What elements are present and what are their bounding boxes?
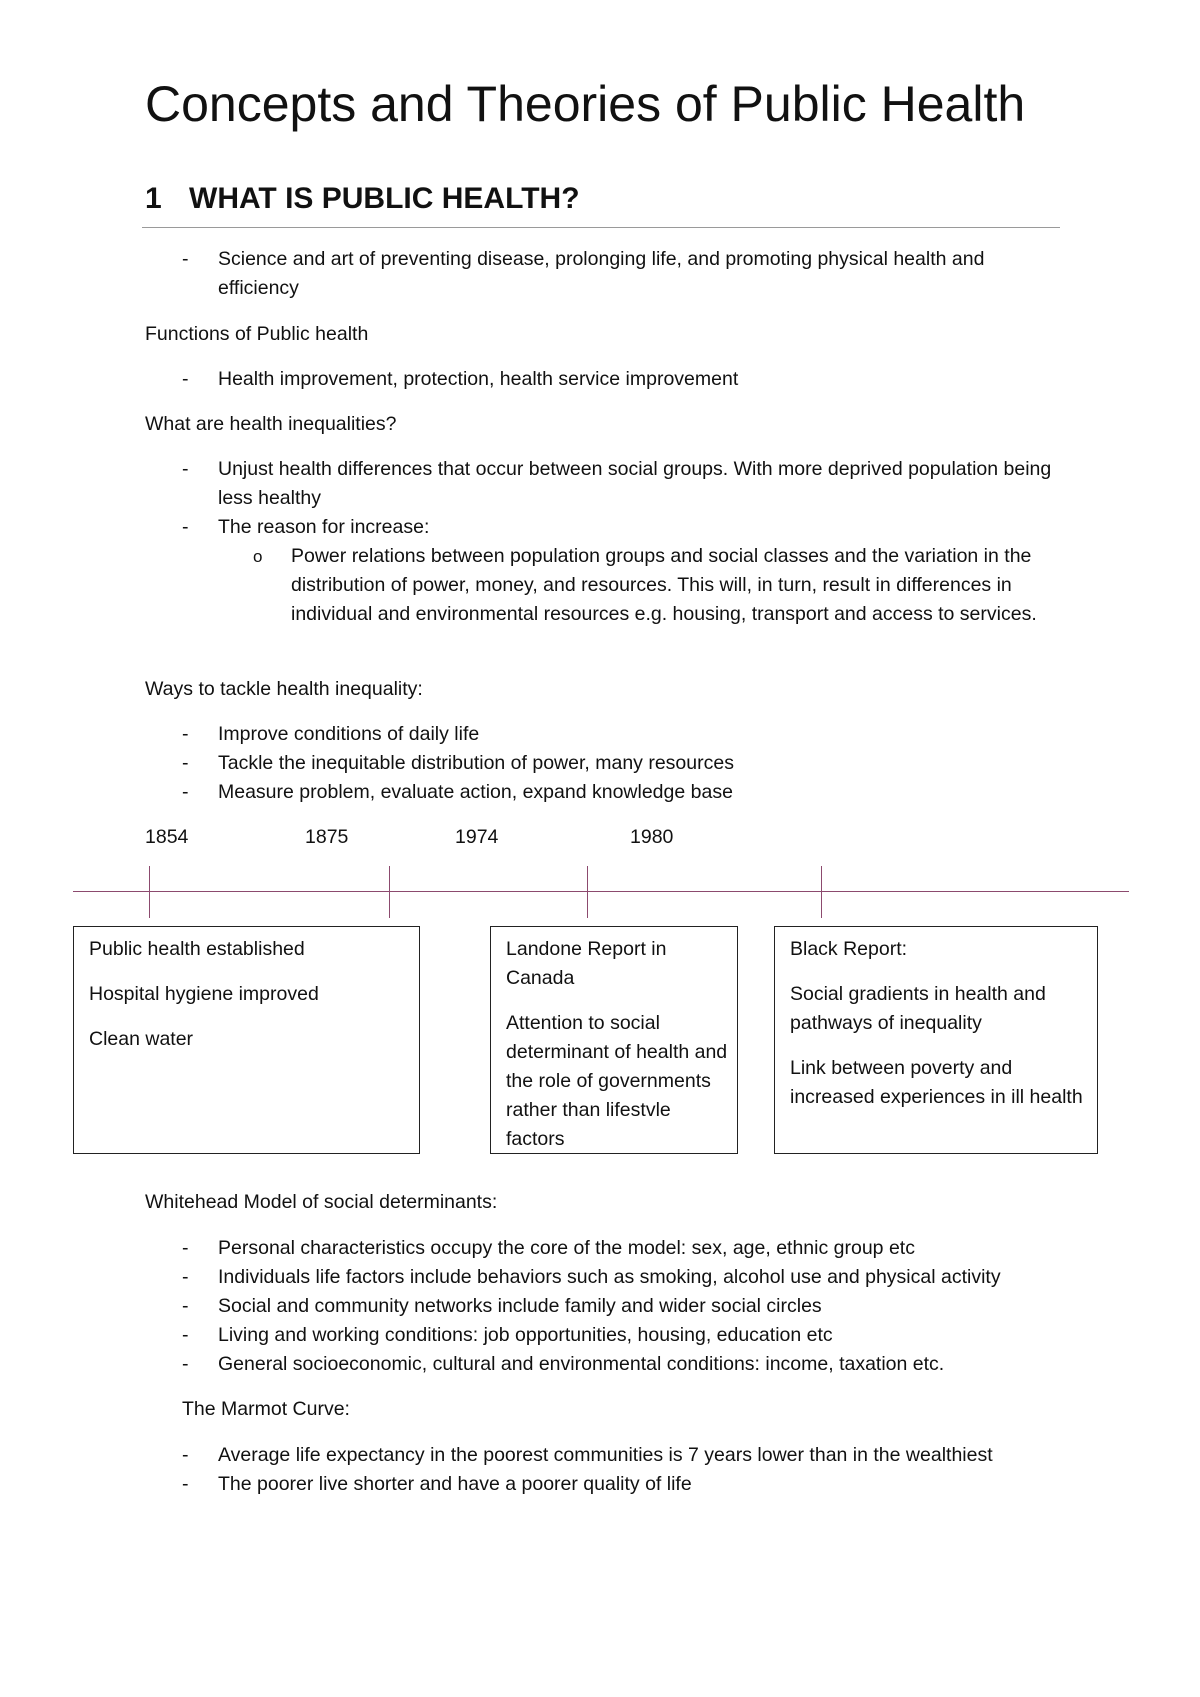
timeline-box-1854 — [73, 926, 420, 1154]
list-item: - Social and community networks include family and wider social circles — [182, 1295, 822, 1317]
tackle-heading: Ways to tackle health inequality: — [145, 678, 423, 700]
timeline-box-text: Attention to social determinant of health and the role of governments rather than lifestvle factors — [506, 1012, 728, 1150]
timeline-year: 1974 — [455, 826, 499, 848]
tackle-bullet-text: Measure problem, evaluate action, expand knowledge base — [218, 781, 733, 803]
section-heading — [145, 182, 580, 215]
inequalities-sub-bullet-text: Power relations between population groups and social classes and the variation in the distribution of power, money, and resources. This will, in turn, result in differences in individual and environmental resources e.g. housing, transport and access to services. — [291, 545, 1037, 625]
timeline-box-text: Clean water — [89, 1028, 194, 1050]
circle-bullet-icon: o — [253, 547, 263, 566]
list-item: - Individuals life factors include behaviors such as smoking, alcohol use and physical activity — [182, 1266, 1001, 1288]
list-item: - Tackle the inequitable distribution of power, many resources — [182, 752, 734, 774]
list-item: - Science and art of preventing disease, prolonging life, and promoting physical health and efficiency — [182, 248, 985, 299]
list-item: - Living and working conditions: job opportunities, housing, education etc — [182, 1324, 833, 1346]
list-item: - The reason for increase: o Power relations between population groups and social classes and the variation in the distribution of power, money, and resources. This will, in turn, result in differences in individual and environmental resources e.g. housing, transport and access to services. — [145, 513, 1070, 629]
list-item: - Unjust health differences that occur between social groups. With more deprived population being less healthy — [182, 458, 1052, 509]
marmot-bullet-text: Average life expectancy in the poorest communities is 7 years lower than in the wealthiest — [218, 1444, 993, 1466]
marmot-bullet-text: The poorer live shorter and have a poorer quality of life — [218, 1473, 692, 1495]
timeline-box-text: Landone Report in Canada — [506, 938, 667, 989]
timeline-box-text: Black Report: — [790, 938, 908, 960]
inequalities-heading: What are health inequalities? — [145, 413, 397, 435]
timeline-tick — [587, 866, 588, 918]
whitehead-bullet-text: Individuals life factors include behaviors such as smoking, alcohol use and physical activity — [218, 1266, 1001, 1288]
list-item: - Measure problem, evaluate action, expand knowledge base — [182, 781, 733, 803]
list-item: - Personal characteristics occupy the core of the model: sex, age, ethnic group etc — [182, 1237, 915, 1259]
timeline-box-text: Link between poverty and increased experiences in ill health — [790, 1057, 1083, 1108]
tackle-list — [145, 720, 1070, 807]
inequalities-bullet-text: Unjust health differences that occur between social groups. With more deprived population being less healthy — [218, 458, 1052, 509]
timeline-tick — [149, 866, 150, 918]
section-heading-text: WHAT IS PUBLIC HEALTH? — [189, 182, 580, 215]
timeline-year: 1875 — [305, 826, 349, 848]
whitehead-bullet-text: General socioeconomic, cultural and environmental conditions: income, taxation etc. — [218, 1353, 945, 1375]
timeline-box-text: Public health established — [89, 938, 305, 960]
timeline-tick — [389, 866, 390, 918]
definition-bullet-text: Science and art of preventing disease, prolonging life, and promoting physical health and efficiency — [218, 248, 985, 299]
timeline-box-1980 — [774, 926, 1098, 1154]
page-title: Concepts and Theories of Public Health — [145, 76, 1026, 132]
whitehead-heading: Whitehead Model of social determinants: — [145, 1191, 498, 1213]
timeline-year: 1980 — [630, 826, 674, 848]
timeline-box-text: Social gradients in health and pathways of inequality — [790, 983, 1046, 1034]
whitehead-bullet-text: Living and working conditions: job opportunities, housing, education etc — [218, 1324, 833, 1346]
section-number: 1 — [145, 182, 162, 215]
inequalities-sub-list — [218, 542, 1070, 629]
timeline-box-text: Hospital hygiene improved — [89, 983, 319, 1005]
marmot-heading: The Marmot Curve: — [182, 1398, 350, 1420]
inequalities-list — [145, 455, 1070, 629]
whitehead-bullet-text: Personal characteristics occupy the core of the model: sex, age, ethnic group etc — [218, 1237, 915, 1259]
whitehead-bullet-text: Social and community networks include family and wider social circles — [218, 1295, 822, 1317]
functions-bullet-text: Health improvement, protection, health service improvement — [218, 368, 739, 390]
list-item: - Health improvement, protection, health service improvement — [182, 368, 739, 390]
whitehead-list — [145, 1234, 1070, 1379]
marmot-list — [145, 1441, 1070, 1499]
functions-list — [145, 365, 1070, 394]
list-item: - Improve conditions of daily life — [182, 723, 480, 745]
list-item: - General socioeconomic, cultural and environmental conditions: income, taxation etc. — [182, 1353, 945, 1375]
tackle-bullet-text: Tackle the inequitable distribution of power, many resources — [218, 752, 734, 774]
list-item: - Average life expectancy in the poorest communities is 7 years lower than in the wealthiest — [182, 1444, 993, 1466]
sub-list-item — [218, 542, 1070, 629]
inequalities-bullet-text: The reason for increase: — [218, 516, 430, 538]
timeline-tick — [821, 866, 822, 918]
timeline-axis — [73, 891, 1129, 892]
section-divider — [142, 227, 1060, 228]
functions-heading: Functions of Public health — [145, 323, 369, 345]
definition-list — [145, 245, 1070, 303]
tackle-bullet-text: Improve conditions of daily life — [218, 723, 480, 745]
timeline-year: 1854 — [145, 826, 189, 848]
list-item: - The poorer live shorter and have a poorer quality of life — [182, 1473, 692, 1495]
timeline-box-1974 — [490, 926, 738, 1154]
